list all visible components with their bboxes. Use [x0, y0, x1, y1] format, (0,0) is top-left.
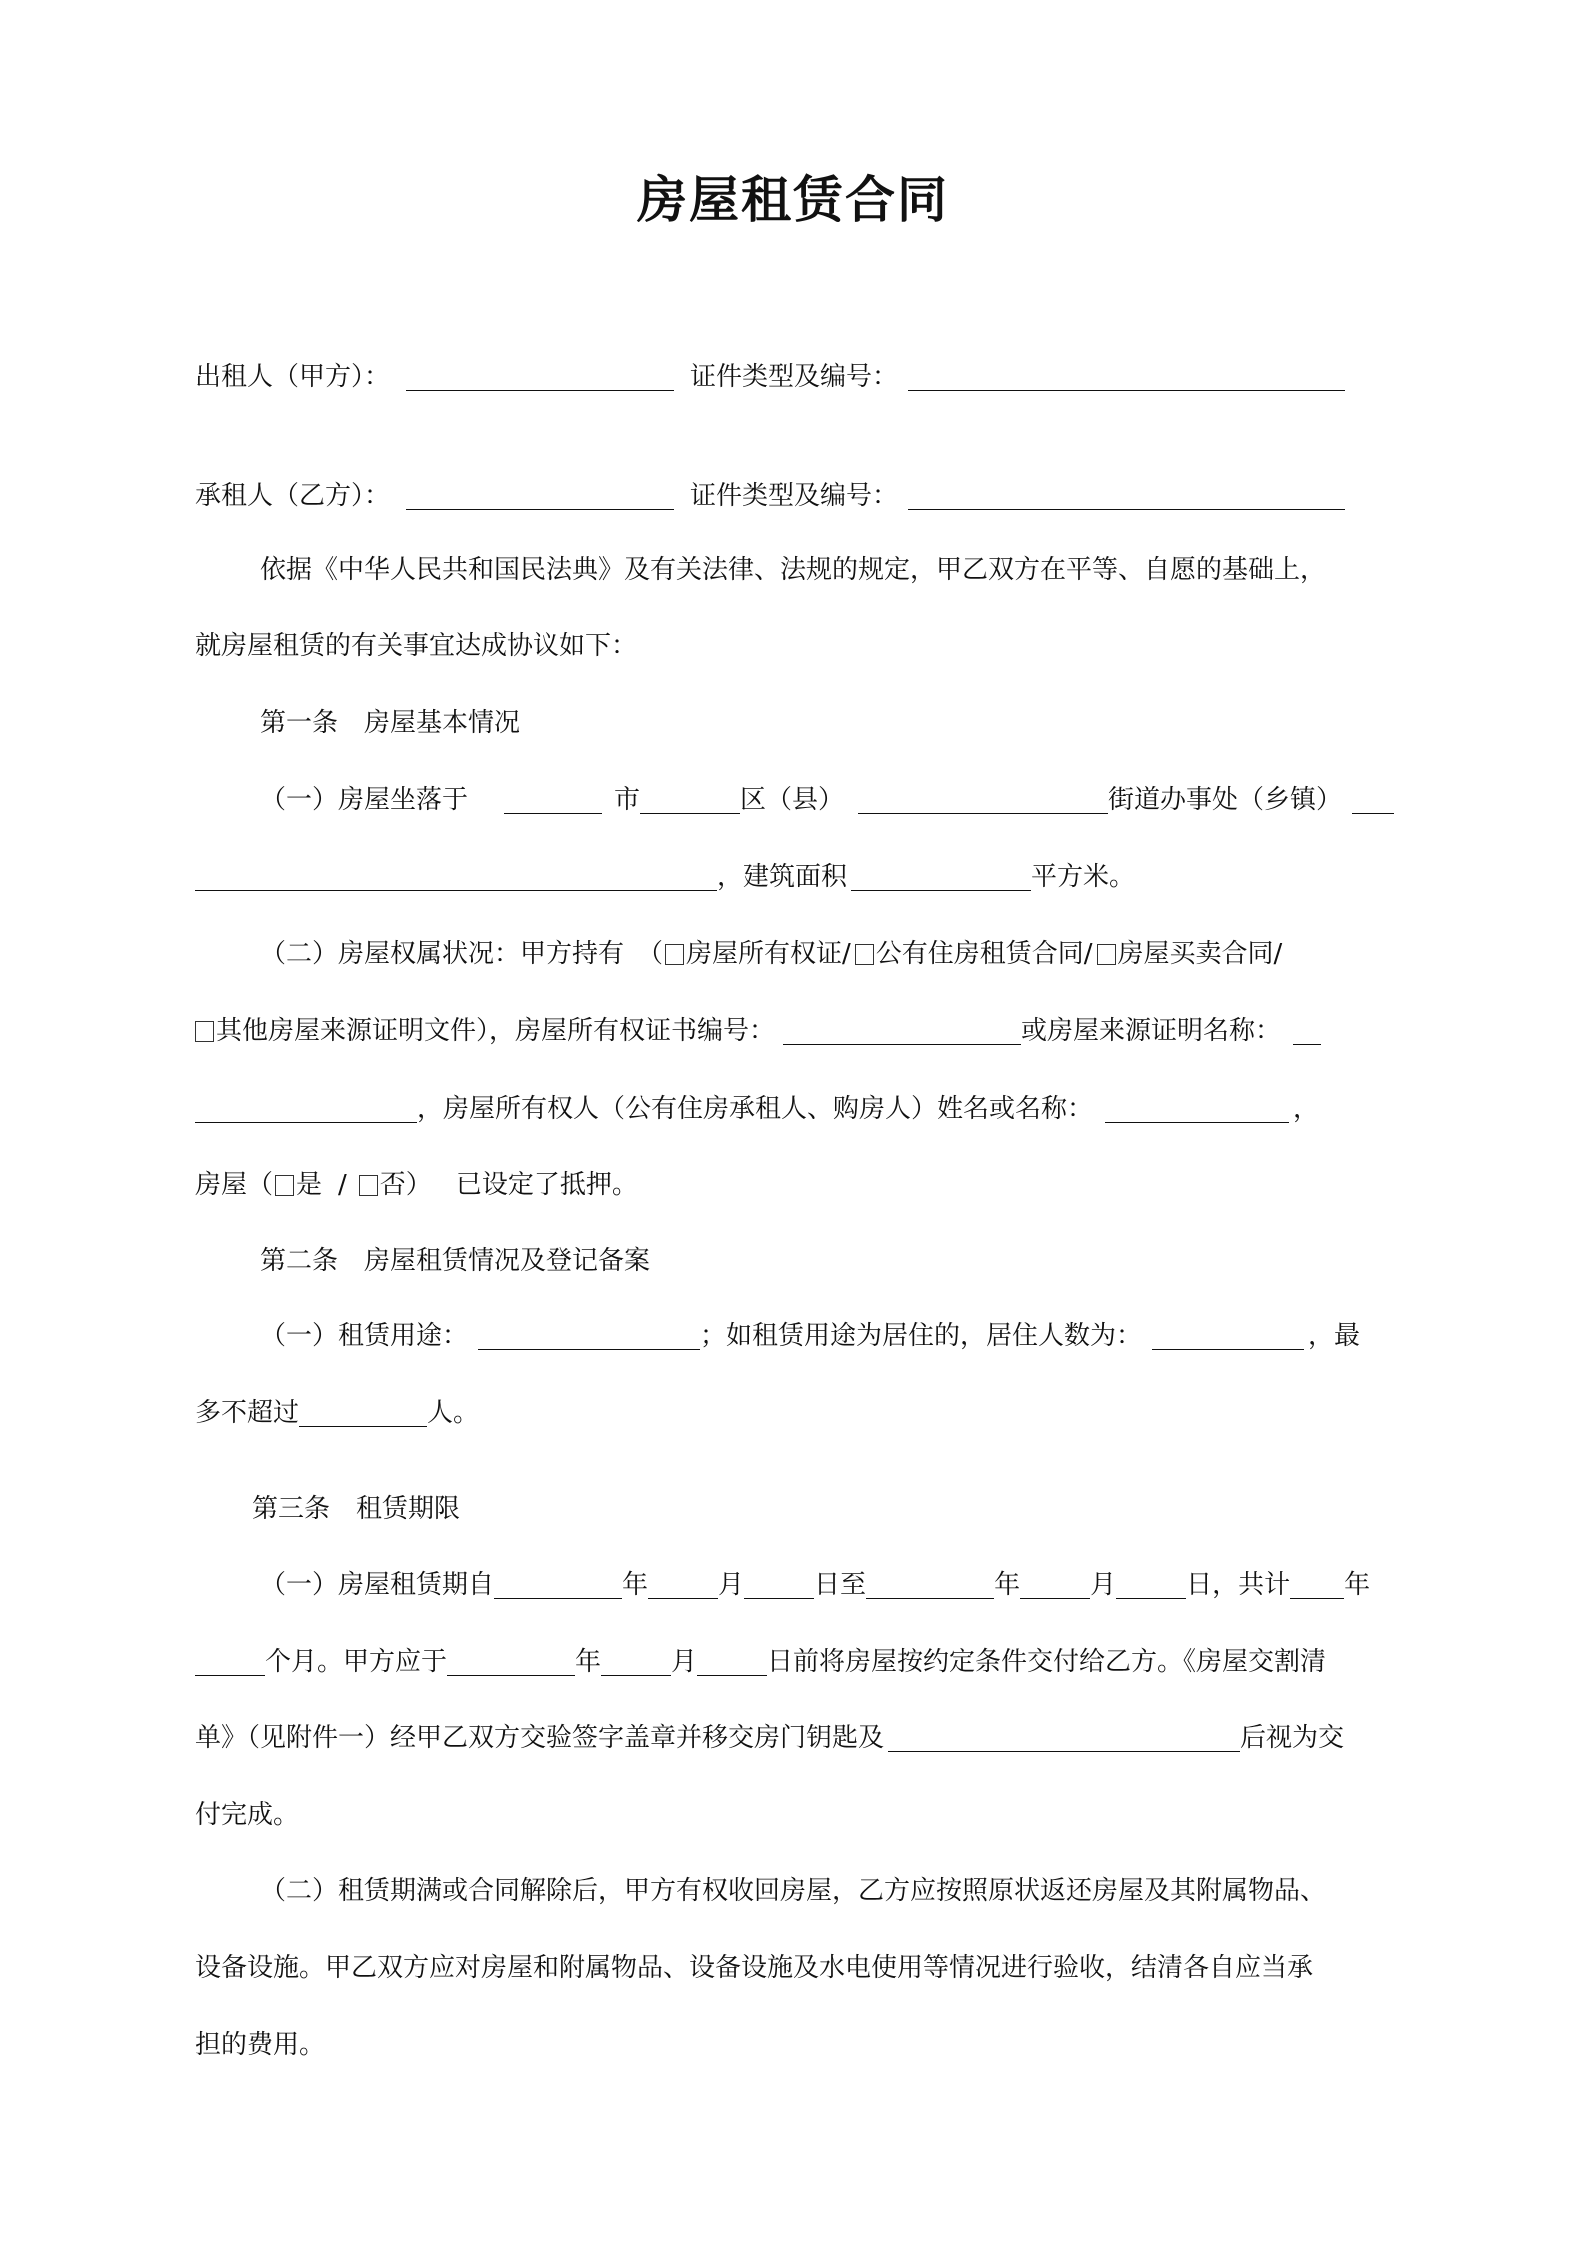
checkbox-mortgage-yes[interactable] [275, 1175, 294, 1196]
checkbox-ownership-cert[interactable] [665, 944, 684, 965]
usage-blank[interactable] [478, 1321, 700, 1350]
article1-item2-line1 [260, 934, 1282, 974]
article1-item2-line4 [195, 1165, 638, 1205]
residents-label: ；如租赁用途为居住的，居住人数为： [700, 1321, 1143, 1351]
article1-heading-text: 第一条 房屋基本情况 [260, 708, 521, 738]
location-label: （一）房屋坐落于 [260, 785, 469, 815]
article3-item1-line1 [260, 1565, 1370, 1605]
mortgage-label: 房屋（ [195, 1170, 274, 1200]
delivery-month-label: 月 [671, 1647, 698, 1677]
proof-name-blank-cont[interactable] [195, 1094, 417, 1123]
start-year-blank[interactable] [494, 1570, 622, 1599]
option-ownership-cert: 房屋所有权证/ [686, 939, 851, 969]
article2-heading [260, 1241, 650, 1281]
term-label: （一）房屋租赁期自 [260, 1570, 495, 1600]
handover-text: 单》（见附件一）经甲乙双方交验签字盖章并移交房门钥匙及 [195, 1723, 885, 1753]
lessee-label: 承租人（乙方）： [195, 481, 391, 511]
option-public-housing: 公有住房租赁合同/ [875, 939, 1093, 969]
delivery-year-label: 年 [575, 1647, 602, 1677]
article1-heading [260, 703, 520, 743]
start-month-label: 月 [718, 1570, 745, 1600]
certificate-number-blank[interactable] [783, 1016, 1021, 1045]
return-text-2: 设备设施。甲乙双方应对房屋和附属物品、设备设施及水电使用等情况进行验收，结清各自应当承 [195, 1953, 1314, 1983]
area-label: ，建筑面积 [717, 862, 848, 892]
start-year-label: 年 [622, 1570, 649, 1600]
end-month-label: 月 [1090, 1570, 1117, 1600]
max-label-a: ，最 [1308, 1321, 1361, 1351]
delivery-year-blank[interactable] [447, 1647, 575, 1676]
checkbox-purchase-contract[interactable] [1097, 944, 1116, 965]
total-years-blank[interactable] [1290, 1570, 1344, 1599]
district-blank[interactable] [640, 785, 740, 814]
lessee-line [195, 476, 674, 516]
delivery-day-blank[interactable] [697, 1647, 767, 1676]
mortgage-text: 已设定了抵押。 [455, 1170, 638, 1200]
article1-item1-line1 [260, 780, 1394, 820]
max-residents-blank[interactable] [299, 1398, 427, 1427]
owner-comma: ， [1293, 1094, 1320, 1124]
owner-name-label: ，房屋所有权人（公有住房承租人、购房人）姓名或名称： [417, 1094, 1094, 1124]
delivery-month-blank[interactable] [601, 1647, 671, 1676]
usage-label: （一）租赁用途： [260, 1321, 469, 1351]
mortgage-separator: / [338, 1170, 347, 1200]
end-month-blank[interactable] [1020, 1570, 1090, 1599]
checkbox-public-housing[interactable] [855, 944, 874, 965]
total-years-label: 年 [1344, 1570, 1371, 1600]
street-label: 街道办事处（乡镇） [1108, 785, 1343, 815]
handover-text-c: 付完成。 [195, 1800, 300, 1830]
article3-item1-line4 [195, 1795, 299, 1835]
end-day-label: 日，共计 [1186, 1570, 1291, 1600]
address-blank[interactable] [195, 862, 717, 891]
lessor-id-label: 证件类型及编号： [690, 362, 899, 392]
checkbox-mortgage-no[interactable] [359, 1175, 378, 1196]
street-blank-tail[interactable] [1352, 785, 1394, 814]
article3-item2-line3 [195, 2025, 325, 2065]
lessee-id-label: 证件类型及编号： [690, 481, 899, 511]
return-text-3: 担的费用。 [195, 2030, 326, 2060]
district-label: 区（县） [740, 785, 845, 815]
option-mortgage-no: 否） [379, 1170, 432, 1200]
city-label: 市 [614, 785, 641, 815]
article3-item1-line3 [195, 1718, 1344, 1758]
max-label-b: 多不超过 [195, 1398, 300, 1428]
option-other-proof: 其他房屋来源证明文件），房屋所有权证书编号： [216, 1016, 776, 1046]
article1-item2-line2 [195, 1011, 1321, 1051]
lessor-id-blank[interactable] [908, 362, 1345, 391]
article1-item1-line2 [195, 857, 1135, 897]
persons-unit: 人。 [427, 1398, 480, 1428]
article2-item1-line2 [195, 1393, 479, 1433]
article2-heading-text: 第二条 房屋租赁情况及登记备案 [260, 1246, 651, 1276]
residents-blank[interactable] [1152, 1321, 1304, 1350]
option-purchase-contract: 房屋买卖合同/ [1117, 939, 1283, 969]
return-text-1: （二）租赁期满或合同解除后，甲方有权收回房屋，乙方应按照原状返还房屋及其附属物品、 [260, 1876, 1327, 1906]
article2-item1-line1 [260, 1316, 1360, 1356]
ownership-label: （二）房屋权属状况：甲方持有 （ [260, 939, 664, 969]
end-day-blank[interactable] [1116, 1570, 1186, 1599]
delivery-label: 个月。甲方应于 [265, 1647, 448, 1677]
article3-item2-line1 [260, 1871, 1326, 1911]
article3-heading-text: 第三条 租赁期限 [252, 1494, 461, 1524]
lessee-id-line [690, 476, 1345, 516]
lessee-name-blank[interactable] [406, 481, 674, 510]
total-months-blank[interactable] [195, 1647, 265, 1676]
proof-name-blank[interactable] [1293, 1016, 1321, 1045]
article3-item1-line2 [195, 1642, 1326, 1682]
area-blank[interactable] [851, 862, 1031, 891]
lessor-label: 出租人（甲方）： [195, 362, 391, 392]
handover-blank[interactable] [888, 1723, 1240, 1752]
end-year-blank[interactable] [866, 1570, 994, 1599]
delivery-text: 日前将房屋按约定条件交付给乙方。《房屋交割清 [767, 1647, 1327, 1677]
lessor-line [195, 357, 674, 397]
option-mortgage-yes: 是 [296, 1170, 323, 1200]
end-year-label: 年 [994, 1570, 1021, 1600]
intro-line-2 [195, 626, 637, 666]
lessee-id-blank[interactable] [908, 481, 1345, 510]
lessor-name-blank[interactable] [406, 362, 674, 391]
checkbox-other-proof[interactable] [195, 1021, 214, 1042]
proof-name-label: 或房屋来源证明名称： [1021, 1016, 1282, 1046]
article3-item2-line2 [195, 1948, 1313, 1988]
lessor-id-line [690, 357, 1345, 397]
intro-line-1 [260, 550, 1326, 590]
start-day-blank[interactable] [744, 1570, 814, 1599]
article1-item2-line3 [195, 1089, 1319, 1129]
document-title: 房屋租赁合同 [637, 171, 949, 229]
intro-text-1: 依据《中华人民共和国民法典》及有关法律、法规的规定，甲乙双方在平等、自愿的基础上， [260, 555, 1327, 585]
city-blank[interactable] [504, 785, 602, 814]
article3-heading [252, 1489, 460, 1529]
intro-text-2: 就房屋租赁的有关事宜达成协议如下： [195, 631, 638, 661]
area-unit: 平方米。 [1031, 862, 1136, 892]
start-day-label: 日至 [814, 1570, 867, 1600]
start-month-blank[interactable] [648, 1570, 718, 1599]
handover-text-b: 后视为交 [1240, 1723, 1345, 1753]
street-blank[interactable] [858, 785, 1108, 814]
owner-name-blank[interactable] [1105, 1094, 1289, 1123]
